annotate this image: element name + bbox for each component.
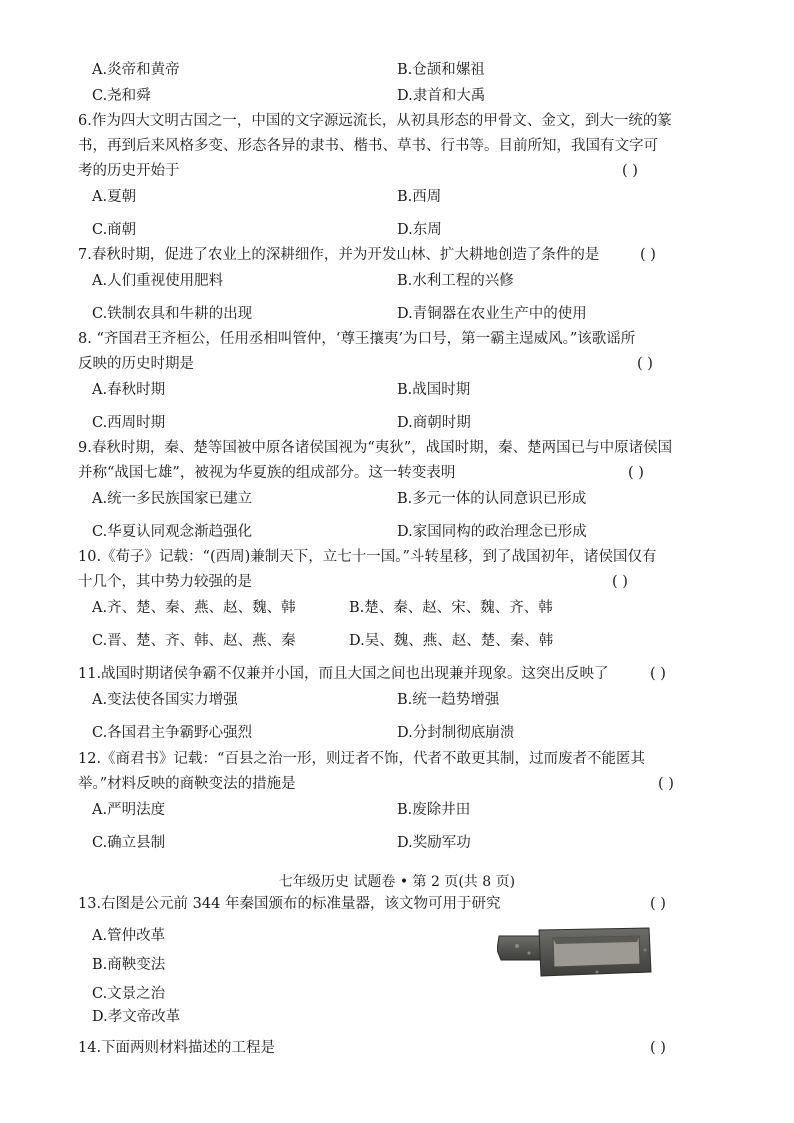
q13-stem-line1: 13.右图是公元前 344 年秦国颁布的标准量器，该文物可用于研究 — [78, 896, 501, 912]
q10-option-a: A.齐、楚、秦、燕、赵、魏、韩 — [92, 600, 296, 616]
q9-option-a: A.统一多民族国家已建立 — [92, 491, 253, 507]
q13-answer-blank: ( ) — [650, 896, 666, 912]
q8-option-b: B.战国时期 — [397, 382, 471, 398]
q11-option-b: B.统一趋势增强 — [397, 692, 500, 708]
q10-option-c: C.晋、楚、齐、韩、赵、燕、秦 — [92, 633, 296, 649]
q7-option-c: C.铁制农具和牛耕的出现 — [92, 306, 253, 322]
q6-stem-line1: 6.作为四大文明古国之一，中国的文字源远流长，从初具形态的甲骨文、金文，到大一统的篆 — [78, 113, 672, 129]
q5-option-c: C.尧和舜 — [92, 88, 151, 104]
q10-stem-line1: 10.《荀子》记载：“(西周)兼制天下，立七十一国。”斗转星移，到了战国初年，诸侯国仅有 — [78, 549, 657, 565]
page-footer: 七年级历史 试题卷 • 第 2 页(共 8 页) — [278, 874, 516, 890]
q14-stem-line1: 14.下面两则材料描述的工程是 — [78, 1040, 276, 1056]
q13-option-b: B.商鞅变法 — [92, 957, 166, 973]
q6-answer-blank: ( ) — [622, 163, 638, 179]
q9-option-b: B.多元一体的认同意识已形成 — [397, 491, 587, 507]
q6-stem-line2: 书，再到后来风格多变、形态各异的隶书、楷书、草书、行书等。目前所知，我国有文字可 — [78, 138, 658, 154]
q7-option-d: D.青铜器在农业生产中的使用 — [397, 306, 587, 322]
q11-stem-line1: 11.战国时期诸侯争霸不仅兼并小国，而且大国之间也出现兼并现象。这突出反映了 — [78, 666, 609, 682]
q7-option-b: B.水利工程的兴修 — [397, 273, 514, 289]
q8-option-a: A.春秋时期 — [92, 382, 166, 398]
q5-option-a: A.炎帝和黄帝 — [92, 62, 180, 78]
q7-stem-line1: 7.春秋时期，促进了农业上的深耕细作，并为开发山林、扩大耕地创造了条件的是 — [78, 247, 600, 263]
q10-option-b: B.楚、秦、赵、宋、魏、齐、韩 — [349, 600, 553, 616]
q12-option-c: C.确立县制 — [92, 835, 166, 851]
measuring-vessel-image — [497, 920, 652, 982]
q10-answer-blank: ( ) — [612, 574, 628, 590]
q6-option-d: D.东周 — [397, 222, 442, 238]
q8-answer-blank: ( ) — [637, 356, 653, 372]
q13-option-a: A.管仲改革 — [92, 928, 166, 944]
q12-option-b: B.废除井田 — [397, 802, 471, 818]
q12-stem-line1: 12.《商君书》记载：“百县之治一形，则迂者不饰，代者不敢更其制，过而废者不能匿其 — [78, 751, 645, 767]
q9-option-d: D.家国同构的政治理念已形成 — [397, 524, 587, 540]
q11-answer-blank: ( ) — [650, 666, 666, 682]
q8-stem-line2: 反映的历史时期是 — [78, 356, 194, 372]
q12-stem-line2: 举。”材料反映的商鞅变法的措施是 — [78, 776, 296, 792]
q8-stem-line1: 8. “齐国君王齐桓公，任用丞相叫管仲，‘尊王攘夷’为口号，第一霸主逞威风。”该歌谣所 — [78, 331, 636, 347]
q11-option-a: A.变法使各国实力增强 — [92, 692, 238, 708]
q7-option-a: A.人们重视使用肥料 — [92, 273, 224, 289]
q9-stem-line1: 9.春秋时期，秦、楚等国被中原各诸侯国视为“夷狄”，战国时期，秦、楚两国已与中原诸侯国 — [78, 440, 673, 456]
q7-answer-blank: ( ) — [640, 247, 656, 263]
q13-option-c: C.文景之治 — [92, 986, 166, 1002]
q10-option-d: D.吴、魏、燕、赵、楚、秦、韩 — [349, 633, 554, 649]
q12-option-a: A.严明法度 — [92, 802, 166, 818]
q11-option-c: C.各国君主争霸野心强烈 — [92, 725, 253, 741]
q14-answer-blank: ( ) — [650, 1040, 666, 1056]
q6-option-b: B.西周 — [397, 189, 442, 205]
q10-stem-line2: 十几个，其中势力较强的是 — [78, 574, 252, 590]
q9-stem-line2: 并称“战国七雄”，被视为华夏族的组成部分。这一转变表明 — [78, 465, 456, 481]
q6-option-a: A.夏朝 — [92, 189, 137, 205]
q9-answer-blank: ( ) — [628, 465, 644, 481]
q6-option-c: C.商朝 — [92, 222, 137, 238]
q12-answer-blank: ( ) — [658, 776, 674, 792]
q11-option-d: D.分封制彻底崩溃 — [397, 725, 515, 741]
q12-option-d: D.奖励军功 — [397, 835, 471, 851]
q13-option-d: D.孝文帝改革 — [92, 1009, 181, 1025]
q8-option-d: D.商朝时期 — [397, 415, 471, 431]
q5-option-b: B.仓颉和嫘祖 — [397, 62, 485, 78]
q5-option-d: D.隶首和大禹 — [397, 88, 486, 104]
q6-stem-line3: 考的历史开始于 — [78, 163, 180, 179]
q9-option-c: C.华夏认同观念渐趋强化 — [92, 524, 253, 540]
q8-option-c: C.西周时期 — [92, 415, 166, 431]
